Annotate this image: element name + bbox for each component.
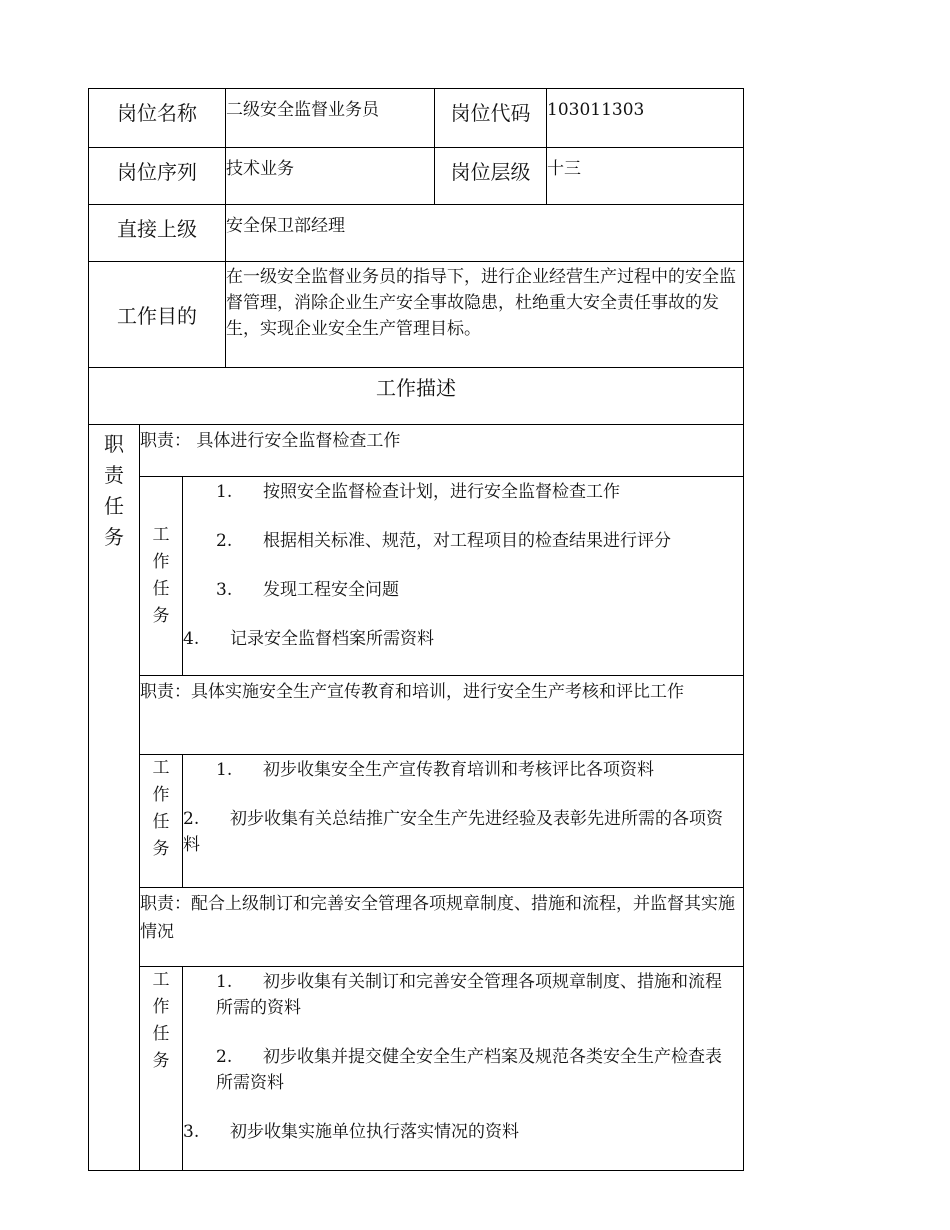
task-text: 初步收集并提交健全安全生产档案及规范各类安全生产检查表所需资料 bbox=[216, 1046, 722, 1093]
vertical-char: 务 bbox=[152, 605, 170, 626]
task-text: 初步收集有关制订和完善安全管理各项规章制度、措施和流程所需的资料 bbox=[216, 971, 722, 1018]
task-item bbox=[183, 757, 737, 783]
section-title: 工作描述 bbox=[89, 368, 744, 425]
vertical-char: 务 bbox=[152, 838, 170, 859]
sequence-label: 岗位序列 bbox=[89, 148, 226, 205]
vertical-char: 职 bbox=[104, 431, 124, 456]
duty-2: 职责：具体实施安全生产宣传教育和培训，进行安全生产考核和评比工作 bbox=[140, 675, 744, 754]
vertical-char: 工 bbox=[152, 757, 170, 778]
task-list-2 bbox=[183, 754, 744, 887]
vertical-char: 务 bbox=[152, 1050, 170, 1071]
task-number: 3. bbox=[216, 579, 233, 600]
superior-value: 安全保卫部经理 bbox=[226, 205, 744, 262]
task-item bbox=[183, 626, 737, 652]
task-text: 根据相关标准、规范，对工程项目的检查结果进行评分 bbox=[263, 530, 671, 551]
vertical-char: 任 bbox=[152, 811, 170, 832]
vertical-char: 作 bbox=[152, 551, 170, 572]
task-text: 按照安全监督检查计划，进行安全监督检查工作 bbox=[263, 481, 620, 502]
vertical-char: 作 bbox=[152, 996, 170, 1017]
task-vertical-label bbox=[140, 966, 183, 1170]
responsibility-vertical-label bbox=[89, 424, 140, 1170]
task-item bbox=[183, 806, 737, 858]
position-name-label: 岗位名称 bbox=[89, 89, 226, 148]
task-text: 发现工程安全问题 bbox=[263, 579, 399, 600]
task-item bbox=[183, 528, 737, 554]
sequence-value: 技术业务 bbox=[226, 148, 435, 205]
purpose-label: 工作目的 bbox=[89, 262, 226, 368]
job-description-document bbox=[88, 88, 743, 1171]
vertical-char: 作 bbox=[152, 784, 170, 805]
level-label: 岗位层级 bbox=[435, 148, 547, 205]
duty-3: 职责：配合上级制订和完善安全管理各项规章制度、措施和流程，并监督其实施情况 bbox=[140, 887, 744, 966]
task-text: 记录安全监督档案所需资料 bbox=[230, 628, 434, 649]
task-number: 1. bbox=[216, 759, 233, 780]
task-item bbox=[183, 1119, 737, 1145]
task-number: 1. bbox=[216, 481, 233, 502]
purpose-value: 在一级安全监督业务员的指导下，进行企业经营生产过程中的安全监督管理，消除企业生产安全事故隐患，杜绝重大安全责任事故的发生，实现企业安全生产管理目标。 bbox=[226, 262, 744, 368]
vertical-char: 务 bbox=[104, 524, 124, 549]
vertical-char: 任 bbox=[152, 1023, 170, 1044]
responsibility-table bbox=[88, 424, 744, 1171]
task-item bbox=[183, 969, 737, 1021]
task-item bbox=[183, 577, 737, 603]
task-number: 3. bbox=[183, 1121, 200, 1142]
task-number: 4. bbox=[183, 628, 200, 649]
vertical-char: 责 bbox=[104, 462, 124, 487]
task-text: 初步收集实施单位执行落实情况的资料 bbox=[230, 1121, 519, 1142]
vertical-char: 工 bbox=[152, 969, 170, 990]
task-number: 2. bbox=[183, 808, 200, 829]
vertical-char: 工 bbox=[152, 524, 170, 545]
task-list-3 bbox=[183, 966, 744, 1170]
position-code-value: 103011303 bbox=[547, 89, 744, 148]
superior-label: 直接上级 bbox=[89, 205, 226, 262]
position-name-value: 二级安全监督业务员 bbox=[226, 89, 435, 148]
task-item bbox=[183, 479, 737, 505]
task-vertical-label bbox=[140, 754, 183, 887]
task-text: 初步收集有关总结推广安全生产先进经验及表彰先进所需的各项资料 bbox=[183, 808, 723, 855]
task-number: 2. bbox=[216, 530, 233, 551]
duty-1: 职责： 具体进行安全监督检查工作 bbox=[140, 424, 744, 476]
task-number: 1. bbox=[216, 971, 233, 992]
vertical-char: 任 bbox=[104, 493, 124, 518]
job-info-table bbox=[88, 88, 744, 425]
position-code-label: 岗位代码 bbox=[435, 89, 547, 148]
task-vertical-label bbox=[140, 476, 183, 675]
task-text: 初步收集安全生产宣传教育培训和考核评比各项资料 bbox=[263, 759, 654, 780]
task-list-1 bbox=[183, 476, 744, 675]
vertical-char: 任 bbox=[152, 578, 170, 599]
task-number: 2. bbox=[216, 1046, 233, 1067]
task-item bbox=[183, 1044, 737, 1096]
level-value: 十三 bbox=[547, 148, 744, 205]
